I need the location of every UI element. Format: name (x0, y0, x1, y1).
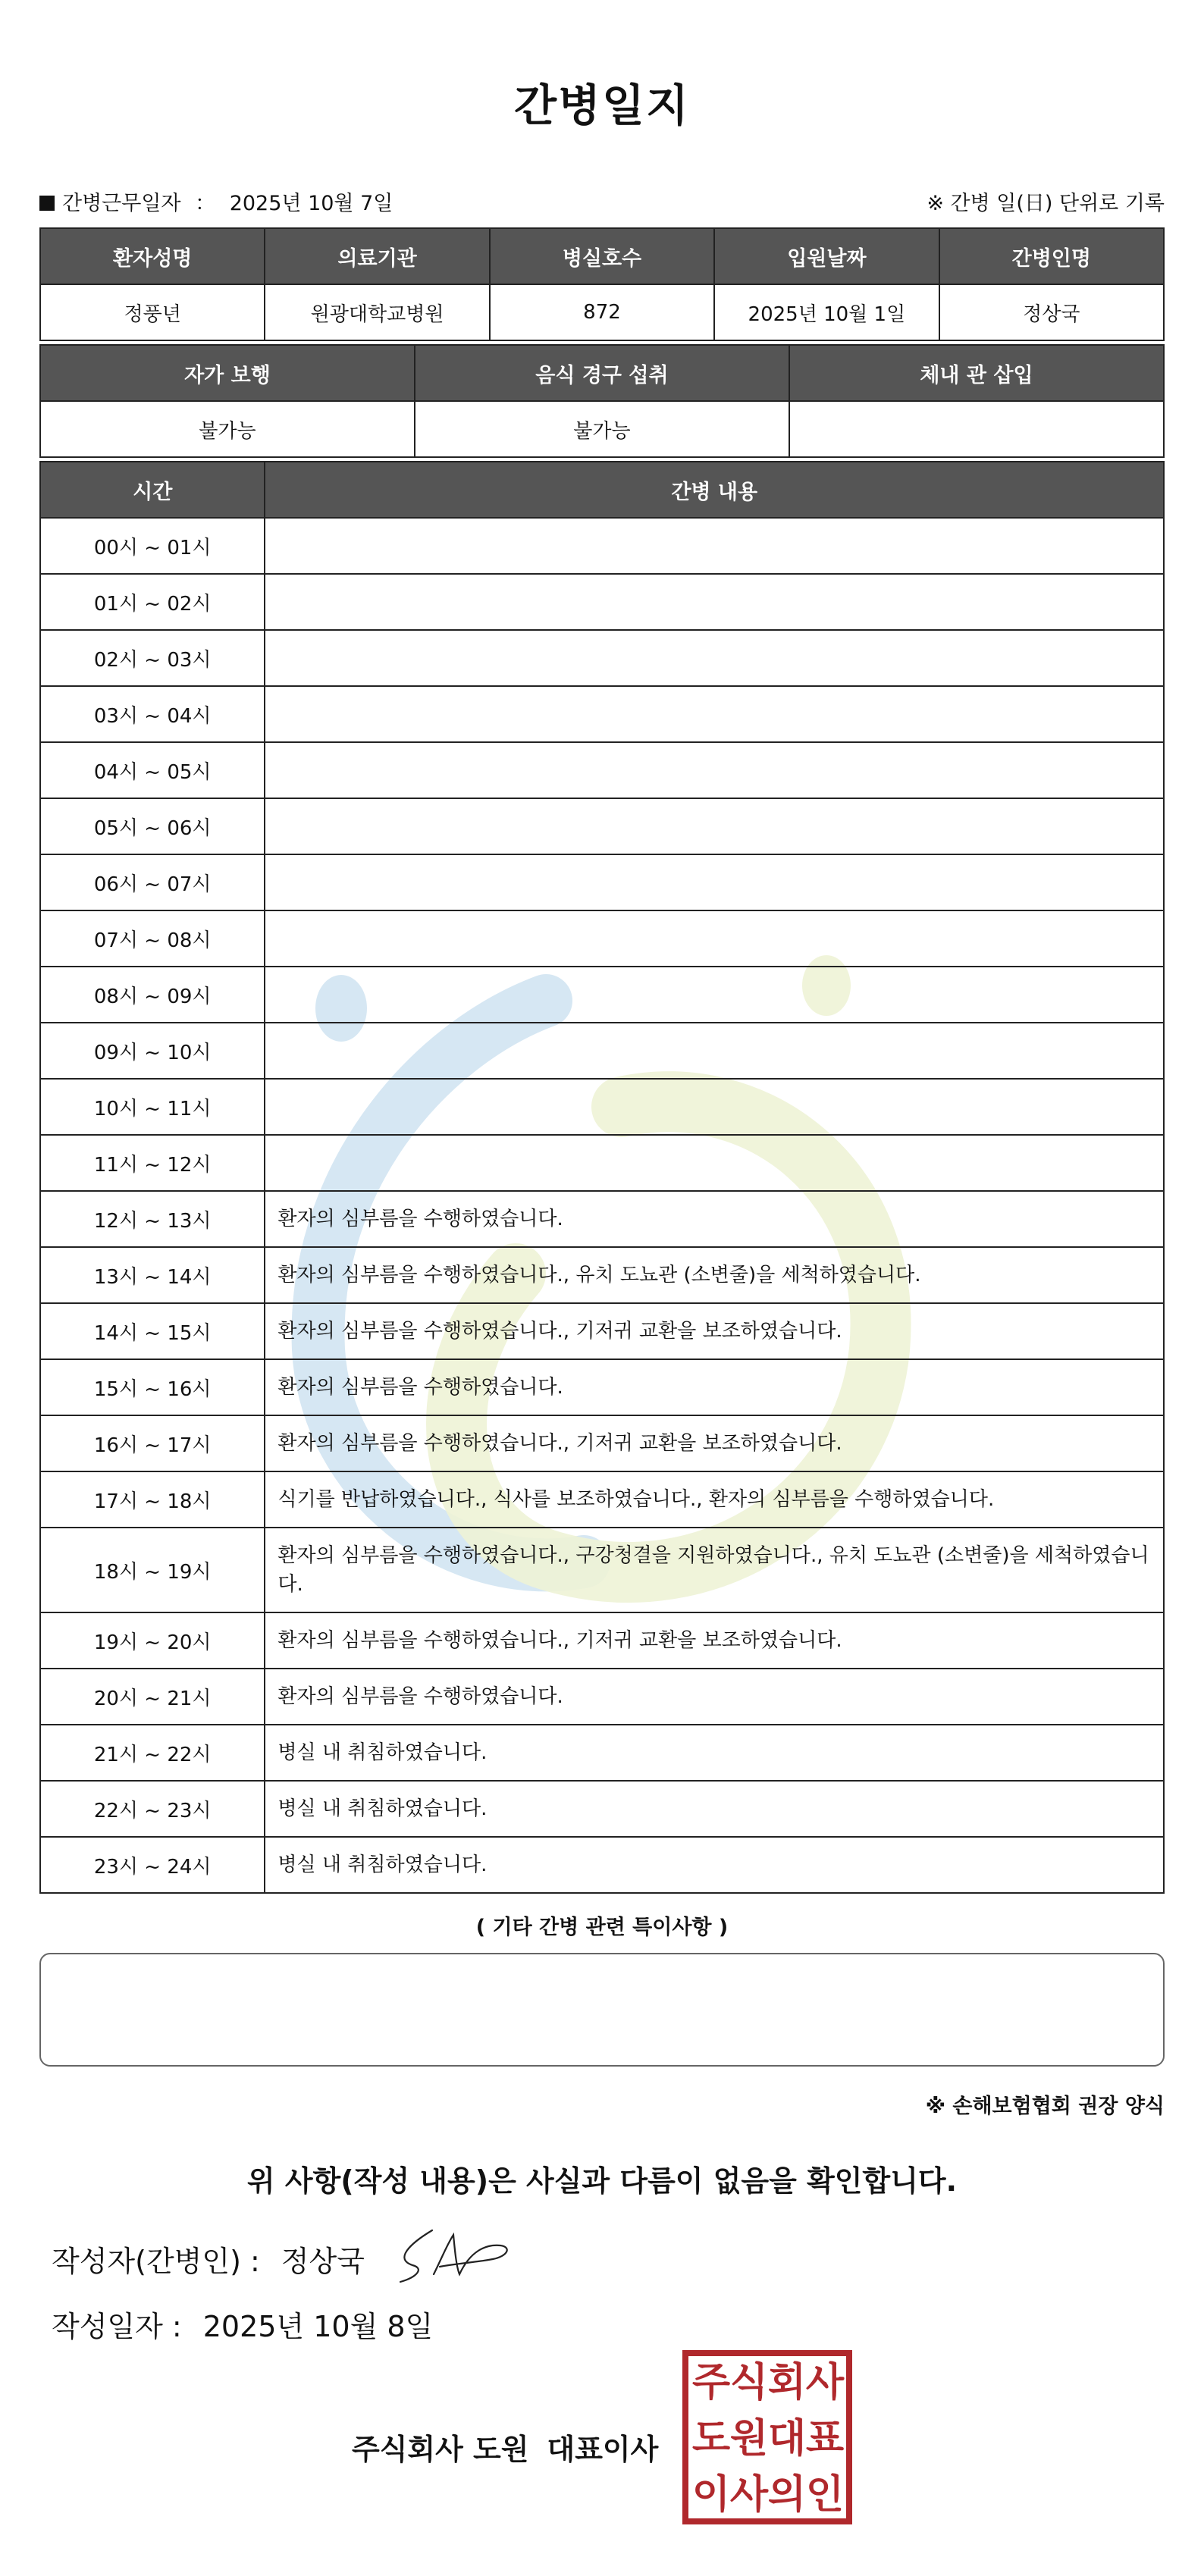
time-cell: 03시 ~ 04시 (40, 686, 265, 742)
content-cell (265, 630, 1164, 686)
special-notes-title: ( 기타 간병 관련 특이사항 ) (475, 1916, 729, 1939)
content-cell: 환자의 심부름을 수행하였습니다., 기저귀 교환을 보조하였습니다. (265, 1612, 1164, 1669)
content-cell (265, 686, 1164, 742)
square-bullet-icon (39, 196, 55, 211)
table-row (40, 1079, 1164, 1135)
duty-date (39, 186, 393, 216)
document-title: 간병일지 (513, 80, 691, 131)
content-cell (265, 742, 1164, 798)
time-cell: 17시 ~ 18시 (40, 1471, 265, 1528)
svg-text:의: 의 (767, 2472, 807, 2518)
table-row (40, 1247, 1164, 1303)
content-cell: 환자의 심부름을 수행하였습니다. (265, 1669, 1164, 1725)
table-row (40, 1471, 1164, 1528)
time-cell: 01시 ~ 02시 (40, 574, 265, 630)
table-row (40, 1837, 1164, 1893)
svg-text:대: 대 (767, 2416, 807, 2462)
table-row (40, 1415, 1164, 1471)
content-cell (265, 854, 1164, 910)
status-table (39, 344, 1165, 458)
time-cell: 19시 ~ 20시 (40, 1612, 265, 1669)
content-cell: 식기를 반납하였습니다., 식사를 보조하였습니다., 환자의 심부름을 수행하였습니다. (265, 1471, 1164, 1528)
table-row (40, 967, 1164, 1023)
time-cell: 23시 ~ 24시 (40, 1837, 265, 1893)
header-room-number: 병실호수 (490, 228, 714, 284)
time-cell: 05시 ~ 06시 (40, 798, 265, 854)
company-seal-stamp (681, 2349, 854, 2526)
table-row (40, 1669, 1164, 1725)
table-row (40, 1303, 1164, 1359)
svg-text:사: 사 (729, 2472, 769, 2518)
table-row (40, 854, 1164, 910)
time-cell: 11시 ~ 12시 (40, 1135, 265, 1191)
duty-date-label: 간병근무일자 (62, 192, 181, 215)
time-cell: 13시 ~ 14시 (40, 1247, 265, 1303)
content-cell: 환자의 심부름을 수행하였습니다., 기저귀 교환을 보조하였습니다. (265, 1415, 1164, 1471)
tube-insertion-value (789, 401, 1164, 457)
content-cell (265, 798, 1164, 854)
time-cell: 20시 ~ 21시 (40, 1669, 265, 1725)
header-admission-date: 입원날짜 (714, 228, 939, 284)
time-cell: 14시 ~ 15시 (40, 1303, 265, 1359)
content-cell (265, 1135, 1164, 1191)
content-cell (265, 967, 1164, 1023)
header-care-content: 간병 내용 (265, 462, 1164, 518)
confirmation-statement: 위 사항(작성 내용)은 사실과 다름이 없음을 확인합니다. (246, 2164, 958, 2198)
oral-intake-value: 불가능 (415, 401, 789, 457)
time-cell: 10시 ~ 11시 (40, 1079, 265, 1135)
write-date-value: 2025년 10월 8일 (202, 2310, 434, 2343)
status-header-row (40, 345, 1164, 401)
content-cell (265, 1079, 1164, 1135)
content-cell (265, 574, 1164, 630)
svg-text:식: 식 (729, 2360, 769, 2405)
company-representative-title: 대표이사 (547, 2433, 659, 2466)
time-cell: 07시 ~ 08시 (40, 910, 265, 967)
care-log-table (39, 461, 1165, 1894)
table-row (40, 910, 1164, 967)
table-row (40, 1023, 1164, 1079)
table-row (40, 630, 1164, 686)
content-cell: 환자의 심부름을 수행하였습니다., 유치 도뇨관 (소변줄)을 세척하였습니다. (265, 1247, 1164, 1303)
caregiver-name: 정상국 (939, 284, 1164, 340)
content-cell (265, 1023, 1164, 1079)
writer-line (52, 2238, 365, 2280)
svg-text:사: 사 (805, 2360, 845, 2405)
content-cell: 병실 내 취침하였습니다. (265, 1837, 1164, 1893)
time-cell: 00시 ~ 01시 (40, 518, 265, 574)
table-row (40, 742, 1164, 798)
care-log-header-row (40, 462, 1164, 518)
table-row (40, 1781, 1164, 1837)
time-cell: 15시 ~ 16시 (40, 1359, 265, 1415)
time-cell: 21시 ~ 22시 (40, 1725, 265, 1781)
header-hospital: 의료기관 (265, 228, 489, 284)
table-row (40, 574, 1164, 630)
table-row (40, 1191, 1164, 1247)
status-value-row (40, 401, 1164, 457)
daily-note: ※ 간병 일(日) 단위로 기록 (927, 192, 1165, 215)
content-cell (265, 518, 1164, 574)
content-cell (265, 910, 1164, 967)
content-cell: 병실 내 취침하였습니다. (265, 1725, 1164, 1781)
time-cell: 06시 ~ 07시 (40, 854, 265, 910)
time-cell: 12시 ~ 13시 (40, 1191, 265, 1247)
header-caregiver-name: 간병인명 (939, 228, 1164, 284)
table-row (40, 1359, 1164, 1415)
header-oral-intake: 음식 경구 섭취 (415, 345, 789, 401)
table-row (40, 798, 1164, 854)
recommendation-note: ※ 손해보험협회 권장 양식 (925, 2095, 1165, 2118)
self-walking-value: 불가능 (40, 401, 415, 457)
signature-image (387, 2221, 523, 2289)
duty-date-separator: ： (195, 192, 216, 215)
time-cell: 22시 ~ 23시 (40, 1781, 265, 1837)
table-row (40, 1135, 1164, 1191)
header-time: 시간 (40, 462, 265, 518)
table-row (40, 1725, 1164, 1781)
svg-text:인: 인 (805, 2472, 845, 2518)
header-self-walking: 자가 보행 (40, 345, 415, 401)
time-cell: 04시 ~ 05시 (40, 742, 265, 798)
room-number: 872 (490, 284, 714, 340)
patient-info-value-row (40, 284, 1164, 340)
writer-label: 작성자(간병인) : (52, 2245, 260, 2278)
patient-info-table (39, 227, 1165, 341)
time-cell: 16시 ~ 17시 (40, 1415, 265, 1471)
write-date-line (52, 2303, 433, 2345)
content-cell: 환자의 심부름을 수행하였습니다., 구강청결을 지원하였습니다., 유치 도뇨관 (소변줄)을 세척하였습니다. (265, 1528, 1164, 1612)
special-notes-box (39, 1953, 1165, 2067)
content-cell: 환자의 심부름을 수행하였습니다., 기저귀 교환을 보조하였습니다. (265, 1303, 1164, 1359)
hospital-name: 원광대학교병원 (265, 284, 489, 340)
admission-date: 2025년 10월 1일 (714, 284, 939, 340)
content-cell: 병실 내 취침하였습니다. (265, 1781, 1164, 1837)
company-line (352, 2426, 658, 2468)
patient-info-header-row (40, 228, 1164, 284)
patient-name: 정풍년 (40, 284, 265, 340)
table-row (40, 1612, 1164, 1669)
duty-date-value: 2025년 10월 7일 (229, 192, 393, 215)
company-name: 주식회사 도원 (352, 2433, 529, 2466)
svg-text:표: 표 (805, 2416, 845, 2462)
table-row (40, 1528, 1164, 1612)
content-cell: 환자의 심부름을 수행하였습니다. (265, 1191, 1164, 1247)
time-cell: 08시 ~ 09시 (40, 967, 265, 1023)
time-cell: 18시 ~ 19시 (40, 1528, 265, 1612)
header-tube-insertion: 체내 관 삽입 (789, 345, 1164, 401)
writer-name: 정상국 (281, 2245, 365, 2278)
svg-text:주: 주 (691, 2360, 731, 2405)
table-row (40, 518, 1164, 574)
svg-text:원: 원 (729, 2416, 769, 2462)
svg-text:회: 회 (767, 2360, 807, 2405)
time-cell: 09시 ~ 10시 (40, 1023, 265, 1079)
header-patient-name: 환자성명 (40, 228, 265, 284)
time-cell: 02시 ~ 03시 (40, 630, 265, 686)
svg-text:도: 도 (691, 2416, 731, 2462)
table-row (40, 686, 1164, 742)
svg-text:이: 이 (691, 2472, 731, 2518)
write-date-label: 작성일자 : (52, 2310, 182, 2343)
content-cell: 환자의 심부름을 수행하였습니다. (265, 1359, 1164, 1415)
